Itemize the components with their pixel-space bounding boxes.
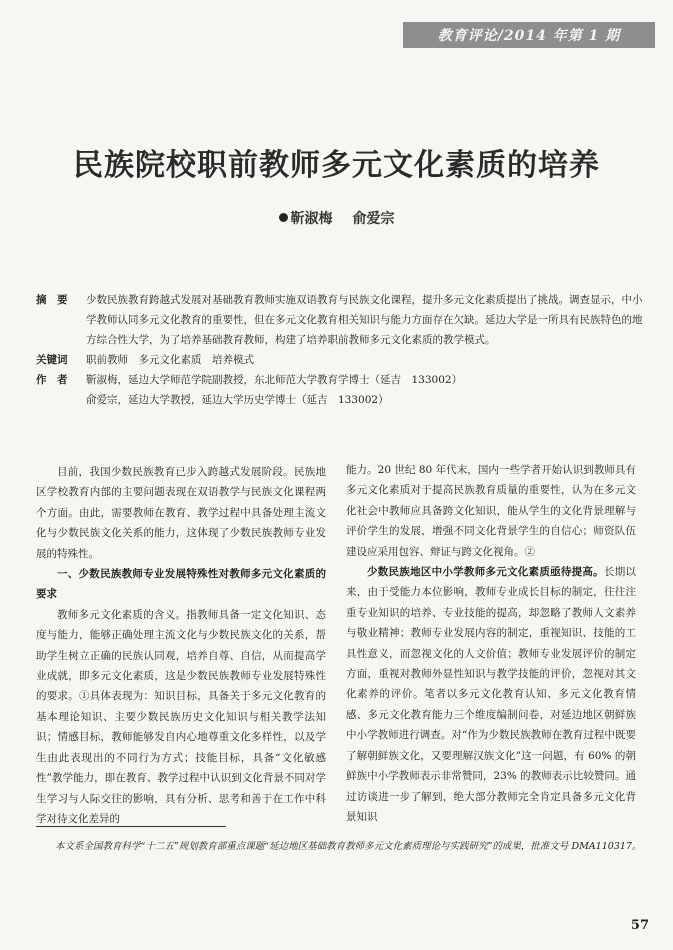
body-column-right: [346, 460, 636, 827]
section-heading: 一、少数民族教师专业发展特殊性对教师多元文化素质的要求: [36, 568, 326, 601]
keywords-text: 职前教师 多元文化素质 培养模式: [86, 354, 254, 366]
paragraph: 目前，我国少数民族教育已步入跨越式发展阶段。民族地区学校教育内部的主要问题表现在双语教学与民族文化课程两个方面。由此，需要教师在教育、教学过程中具备处理主流文化与少数民族文化关系的能力，这体现了少数民族教师专业发展的特殊性。: [36, 466, 326, 560]
footnote-divider: [36, 826, 226, 827]
abstract-label: 摘 要: [36, 294, 68, 306]
author-info-label: 作 者: [36, 374, 68, 386]
author-name-1: 靳淑梅: [290, 211, 333, 227]
author-info-row: [36, 370, 648, 390]
abstract-text: 少数民族教育跨越式发展对基础教育教师实施双语教育与民族文化课程，提升多元文化素质提出了挑战。调查显示，中小学教师认同多元文化教育的重要性，但在多元文化教育相关知识与能力方面存在欠缺。延边大学是一所具有民族特色的地方综合性大学，为了培养基础教育教师，构建了培养职前教师多元文化素质的教学模式。: [86, 294, 643, 346]
author-info-1: 靳淑梅，延边大学师范学院副教授，东北师范大学教育学博士（延吉 133002）: [86, 374, 463, 386]
body-column-left: [36, 462, 326, 829]
keywords-row: [36, 350, 648, 370]
paragraph: [346, 562, 636, 827]
page-number: 57: [630, 918, 649, 933]
keywords-label: 关键词: [36, 354, 68, 366]
paragraph-text: 长期以来，由于受能力本位影响，教师专业成长目标的制定，往往注重专业知识的培养、专业技能的提高，却忽略了教师人文素养与敬业精神；教师专业发展内容的制定，重视知识、技能的工具性意义，而忽视文化的人文价值；教师专业发展评价的制定方面，重视对教师外显性知识与教学技能的评价，忽视对其文化素养的评价。笔者以多元文化教育认知、多元文化教育情感、多元文化教育能力三个维度编制问卷，对延边地区朝鲜族中小学教师进行调查。对“作为少数民族教师在教育过程中既要了解朝鲜族文化，又要理解汉族文化”这一问题，有 60% 的朝鲜族中小学教师表示非常赞同，23% 的教师表示比较赞同。通过访谈进一步了解到，绝大部分教师完全肯定具备多元文化背景知识: [346, 566, 637, 823]
author-name-2: 俞爱宗: [352, 211, 395, 227]
abstract-block: [36, 290, 648, 410]
paragraph: 能力。20 世纪 80 年代末，国内一些学者开始认识到教师具有多元文化素质对于提高民族教育质量的重要性，认为在多元文化社会中教师应具备跨文化知识，能从学生的文化背景理解与评价学生的发展，增强不同文化背景学生的自信心；师资队伍建设应采用包容、辩证与跨文化视角。②: [346, 464, 636, 558]
paragraph: 教师多元文化素质的含义。指教师具备一定文化知识、态度与能力，能够正确处理主流文化与少数民族文化的关系，帮助学生树立正确的民族认同观，培养自尊、自信，从而提高学业成就，即多元文化素质，这是少数民族教师专业发展特殊性的要求。①具体表现为：知识目标，具备关于多元文化教育的基本理论知识、主要少数民族历史文化知识与相关教学法知识；情感目标，教师能够发自内心地尊重文化多样性，以及学生由此表现出的不同行为方式；技能目标，具备“文化敏感性”教学能力，即在教育、教学过程中认识到文化背景不同对学生学习与人际交往的影响，具有分析、思考和善于在工作中科学对待文化差异的: [36, 608, 326, 825]
bullet-icon: [279, 213, 288, 222]
abstract-row: [36, 290, 648, 350]
footnote: 本文系全国教育科学“十二五”规划教育部重点课题“延边地区基础教育教师多元文化素质理论与实践研究”的成果，批准文号 DMA110317。: [55, 841, 642, 852]
author-info-2: 俞爱宗，延边大学教授，延边大学历史学博士（延吉 133002）: [86, 394, 389, 406]
running-header: 教育评论/2014 年第 1 期: [403, 22, 655, 48]
author-line: [0, 208, 673, 228]
paragraph-lead: 少数民族地区中小学教师多元文化素质亟待提高。: [367, 566, 604, 579]
article-title: 民族院校职前教师多元文化素质的培养: [73, 148, 600, 183]
